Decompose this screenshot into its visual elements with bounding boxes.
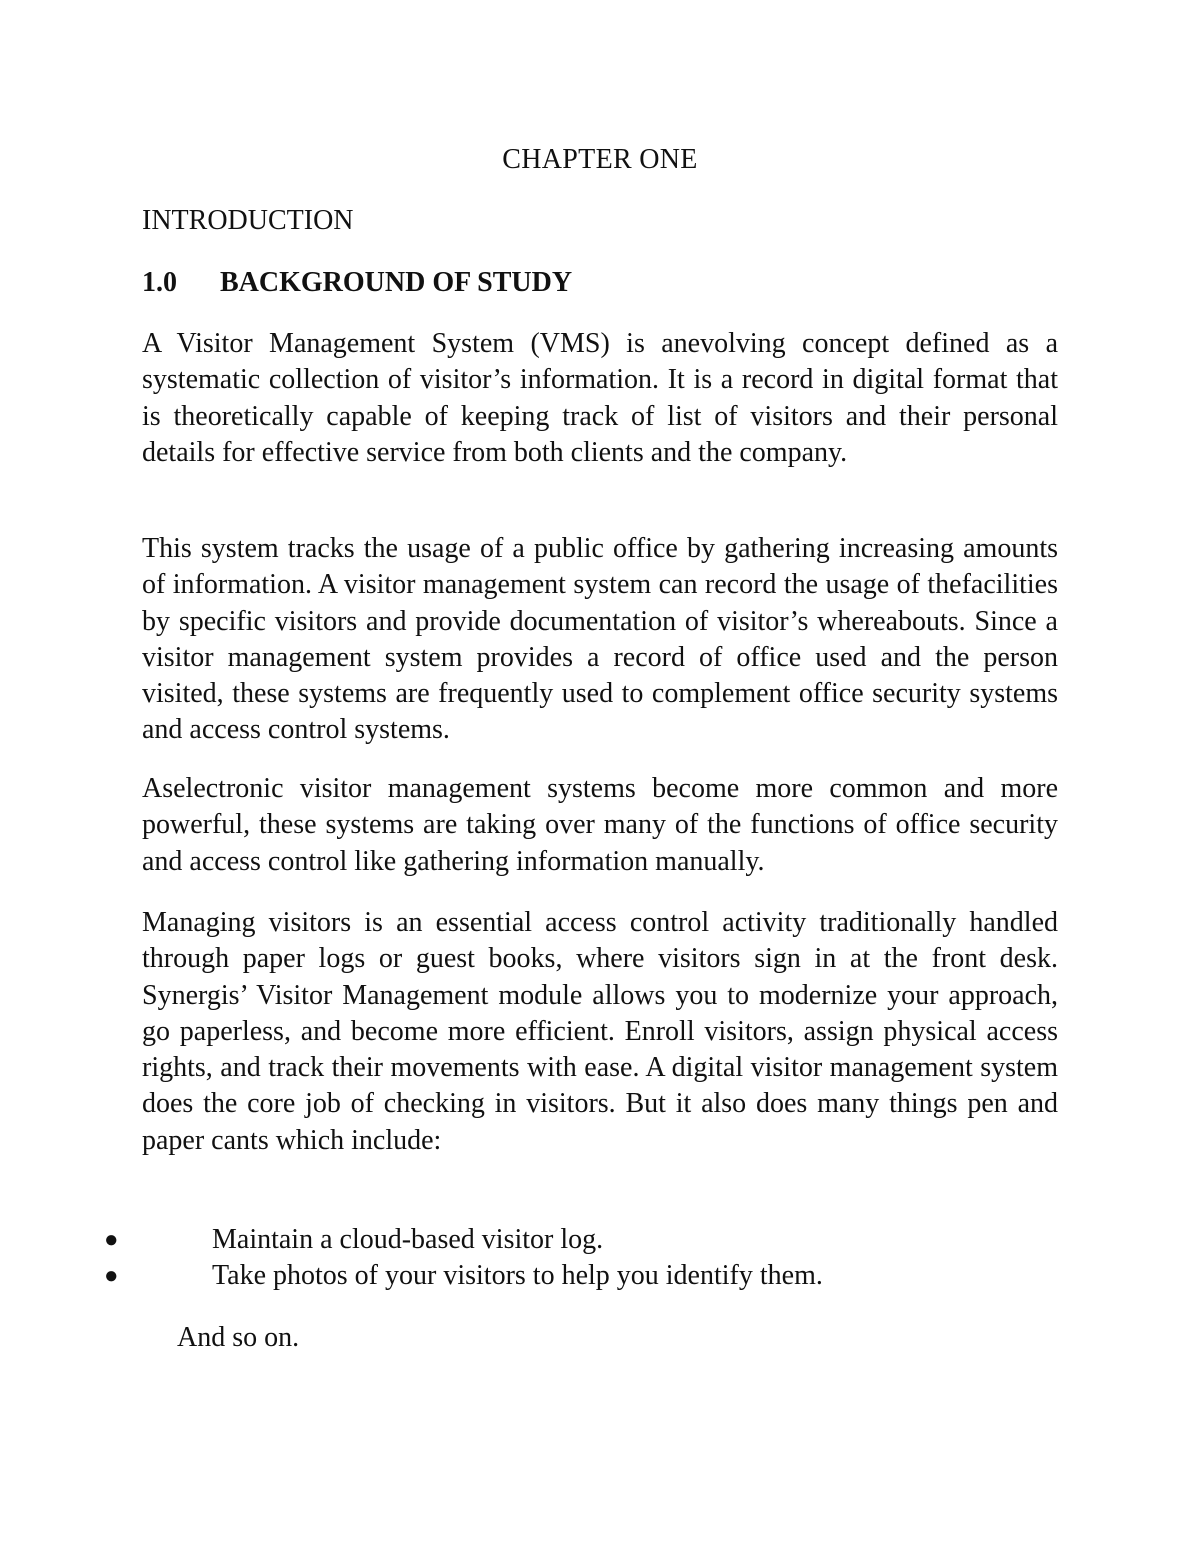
intro-heading: INTRODUCTION	[142, 205, 354, 236]
section-title: BACKGROUND OF STUDY	[220, 267, 573, 298]
section-heading	[142, 265, 572, 301]
paragraph-system-tracking: This system tracks the usage of a public office by gathering increasing amounts of information. A visitor management system can record the usage of thefacilities by specific visitors and provide documentation of visitor’s whereabouts. Since a visitor management system provides a record of office used and the person visited, these systems are frequently used to complement office security systems and access control systems.	[142, 533, 1058, 746]
closing-line: And so on.	[177, 1322, 300, 1353]
bullet-text: Maintain a cloud-based visitor log.	[212, 1224, 604, 1255]
paragraph-vms-definition: A Visitor Management System (VMS) is anevolving concept defined as a systematic collection of visitor’s information. It is a record in digital format that is theoretically capable of keeping track of list of visitors and their personal details for effective service from both clients and the company.	[142, 328, 1058, 468]
section-number: 1.0	[142, 267, 177, 298]
bullet-icon: ●	[104, 1227, 119, 1253]
list-item	[0, 1222, 1200, 1258]
paragraph-electronic-vms: Aselectronic visitor management systems become more common and more powerful, these systems are taking over many of the functions of office security and access control like gathering information manually.	[142, 773, 1058, 877]
paragraph-managing-visitors: Managing visitors is an essential access control activity traditionally handled through paper logs or guest books, where visitors sign in at the front desk. Synergis’ Visitor Management module allows you to modernize your approach, go paperless, and become more efficient. Enroll visitors, assign physical access rights, and track their movements with ease. A digital visitor management system does the core job of checking in visitors. But it also does many things pen and paper cants which include:	[142, 907, 1058, 1156]
chapter-title: CHAPTER ONE	[502, 144, 698, 175]
bullet-icon: ●	[104, 1263, 119, 1289]
bullet-text: Take photos of your visitors to help you identify them.	[212, 1260, 823, 1291]
list-item	[0, 1258, 1200, 1294]
feature-bullet-list	[0, 1222, 1200, 1294]
